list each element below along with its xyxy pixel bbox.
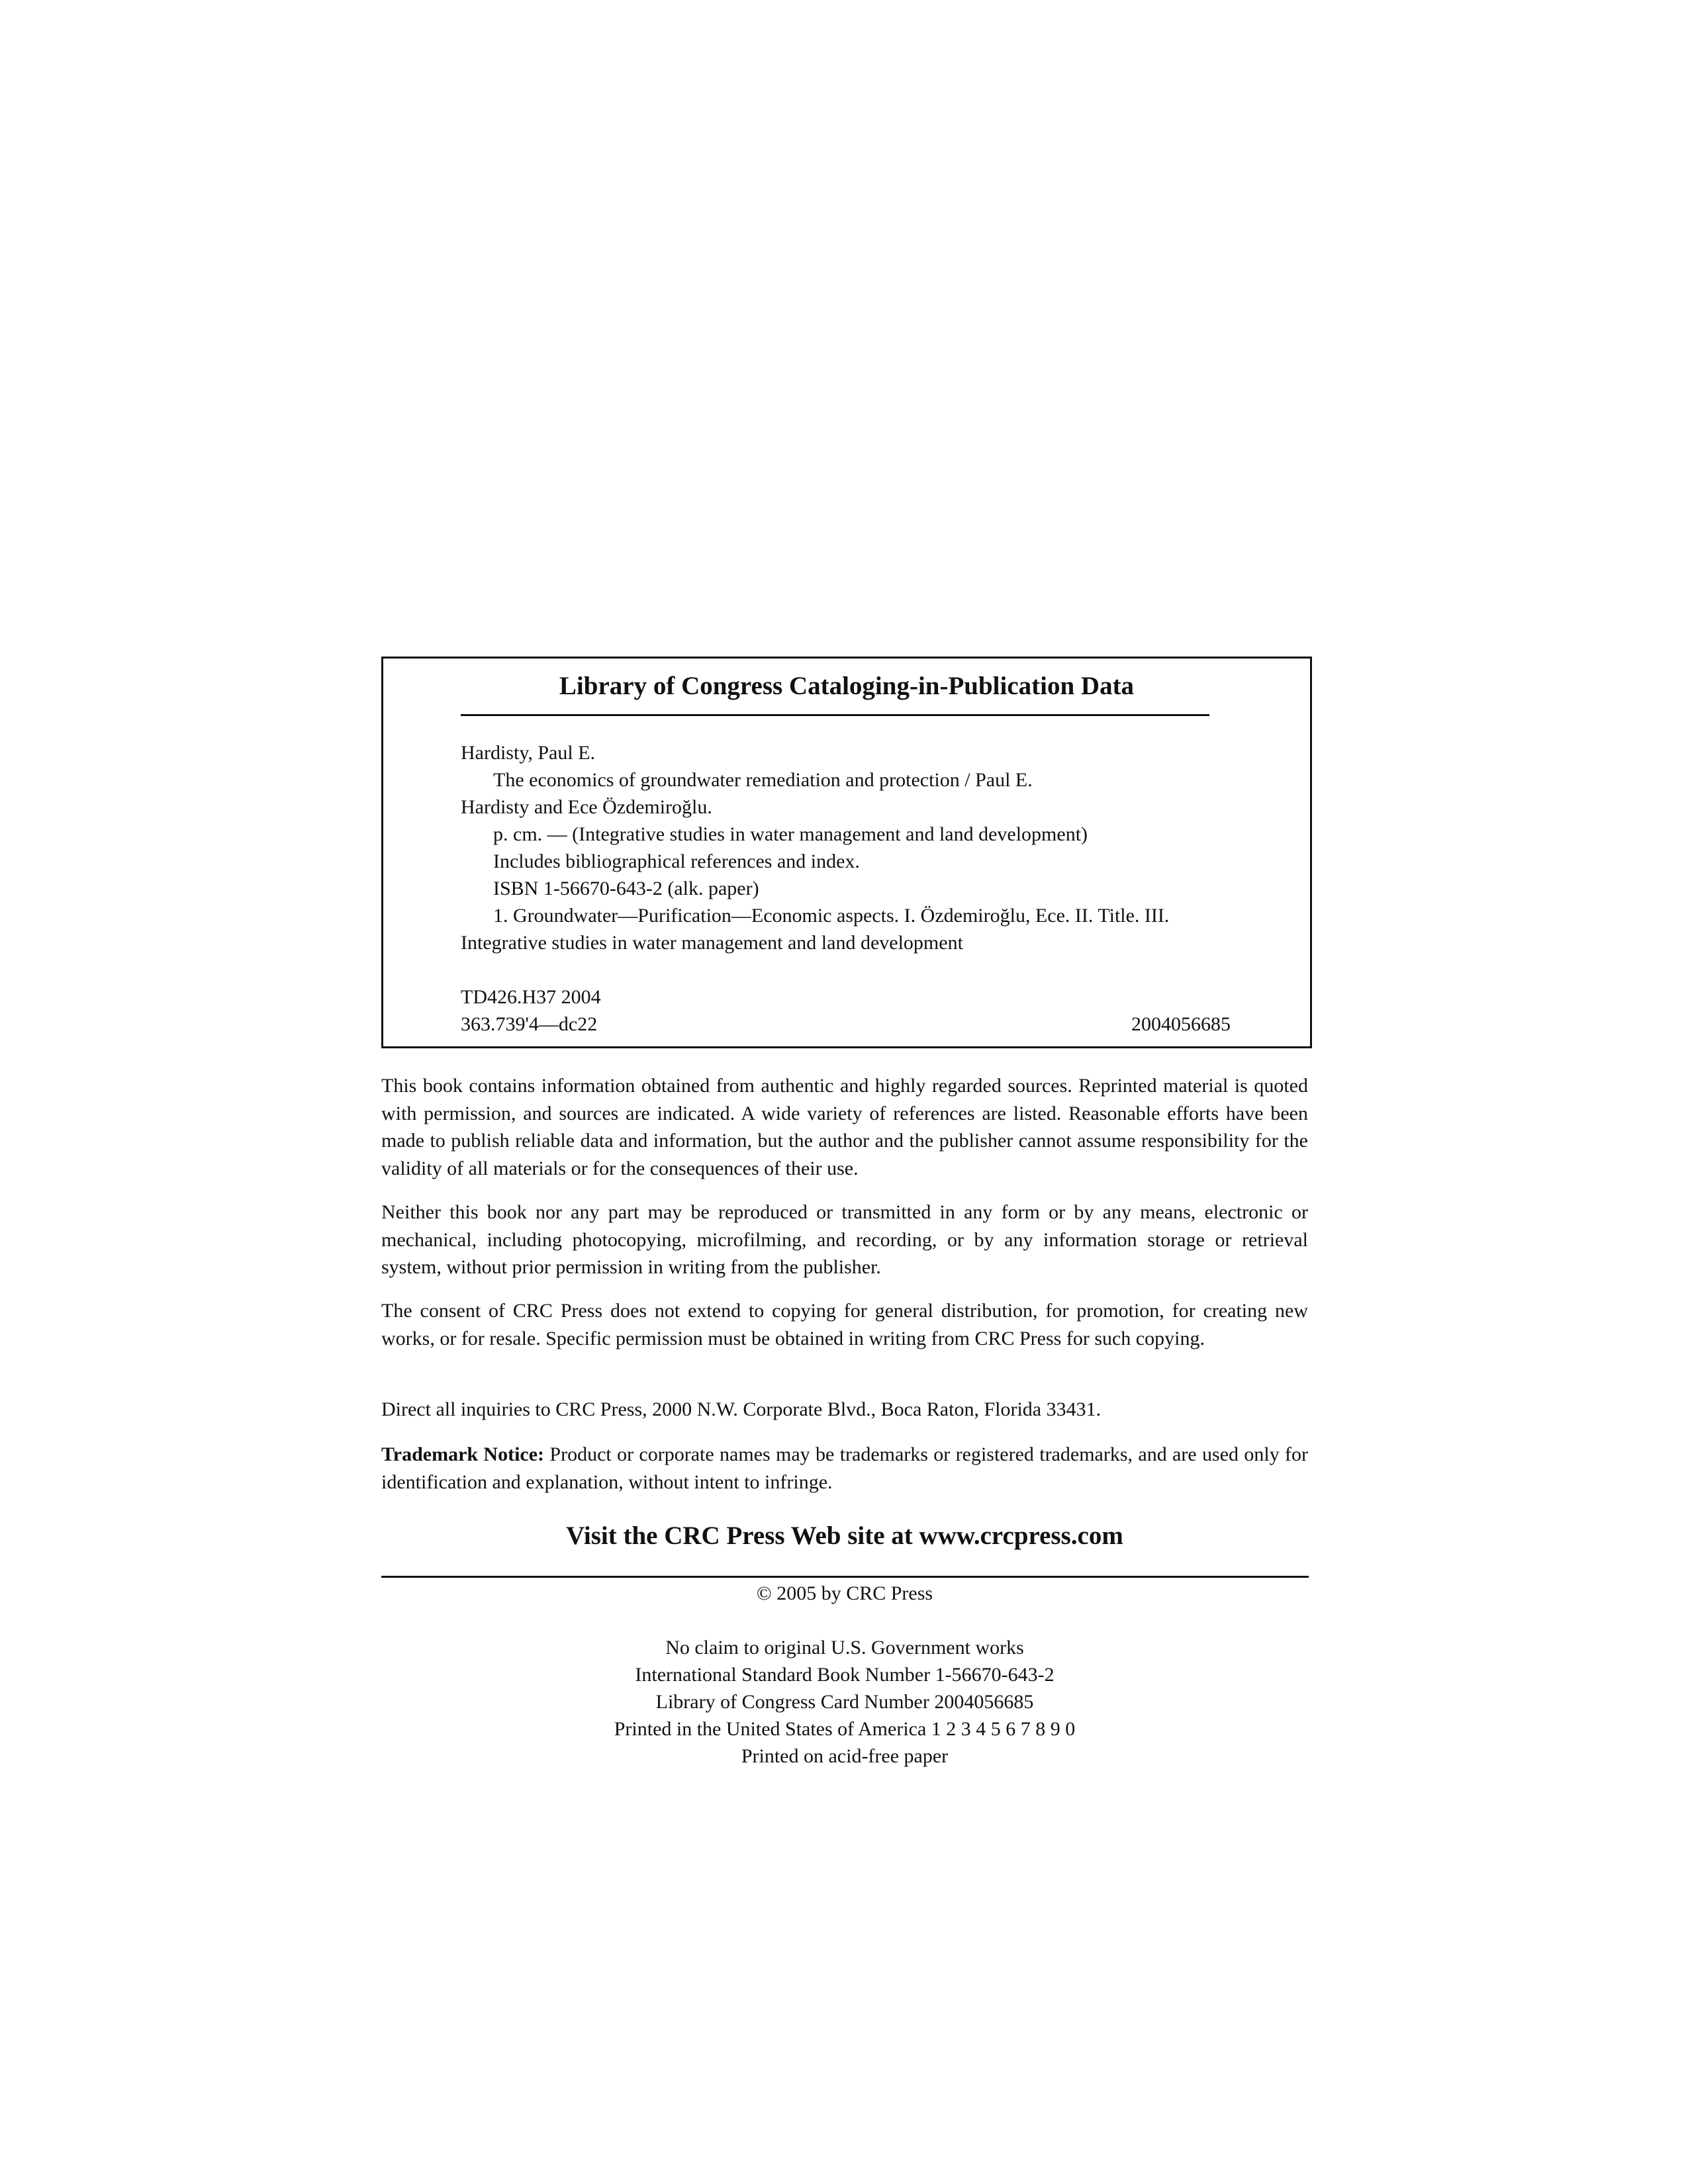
government-works-line: No claim to original U.S. Government works	[665, 1637, 1024, 1659]
notice-sources: This book contains information obtained from authentic and highly regarded sources. Reprinted material is quoted with permission, and sources are indicated. A wide variety of references are listed. Reasonable efforts have been made to publish reliable data and information, but the author and the publisher cannot assume responsibility for the validity of all materials or for the consequences of their use.	[381, 1075, 1308, 1179]
cip-author: Hardisty, Paul E.	[461, 742, 596, 764]
trademark-label: Trademark Notice:	[381, 1443, 545, 1465]
cip-dewey-classification: 363.739'4—dc22	[461, 1013, 598, 1035]
notice-consent: The consent of CRC Press does not extend to copying for general distribution, for promotion, for creating new works, or for resale. Specific permission must be obtained in writing from CRC Press for such copying.	[381, 1300, 1308, 1349]
cip-data-box	[381, 657, 1312, 1048]
cip-title-statement-cont: Hardisty and Ece Özdemiroğlu.	[461, 796, 712, 818]
copyright-line: © 2005 by CRC Press	[756, 1582, 933, 1604]
cip-subjects: 1. Groundwater—Purification—Economic aspects. I. Özdemiroğlu, Ece. II. Title. III.	[493, 905, 1170, 927]
notice-reproduction: Neither this book nor any part may be reproduced or transmitted in any form or by any means, electronic or mechanical, including photocopying, microfilming, and recording, or by any information storage or retrieval system, without prior permission in writing from the publisher.	[381, 1201, 1308, 1278]
notice-trademark	[381, 1441, 1308, 1496]
cip-isbn: ISBN 1-56670-643-2 (alk. paper)	[493, 878, 759, 899]
printed-in-line: Printed in the United States of America 1 2 3 4 5 6 7 8 9 0	[614, 1718, 1076, 1740]
cip-physical-description: p. cm. — (Integrative studies in water management and land development)	[493, 823, 1088, 845]
cip-title-rule	[461, 714, 1209, 716]
cip-subjects-cont: Integrative studies in water management and land development	[461, 932, 963, 954]
cip-lc-classification: TD426.H37 2004	[461, 986, 601, 1008]
acid-free-paper-line: Printed on acid-free paper	[741, 1745, 949, 1767]
lc-card-number-line: Library of Congress Card Number 2004056685	[655, 1691, 1034, 1713]
cip-title-statement: The economics of groundwater remediation and protection / Paul E.	[493, 769, 1033, 791]
bottom-rule	[381, 1576, 1309, 1578]
cip-bibliography-note: Includes bibliographical references and index.	[493, 850, 860, 872]
notice-inquiries: Direct all inquiries to CRC Press, 2000 N.W. Corporate Blvd., Boca Raton, Florida 33431.	[381, 1398, 1102, 1420]
isbn-line: International Standard Book Number 1-56670-643-2	[635, 1664, 1055, 1686]
cip-card-number: 2004056685	[1131, 1013, 1231, 1035]
cip-title: Library of Congress Cataloging-in-Publication Data	[559, 672, 1135, 700]
trademark-text: Product or corporate names may be trademarks or registered trademarks, and are used only for identification and explanation, without intent to infringe.	[381, 1443, 1309, 1493]
visit-website-heading: Visit the CRC Press Web site at www.crcpress.com	[566, 1522, 1123, 1550]
